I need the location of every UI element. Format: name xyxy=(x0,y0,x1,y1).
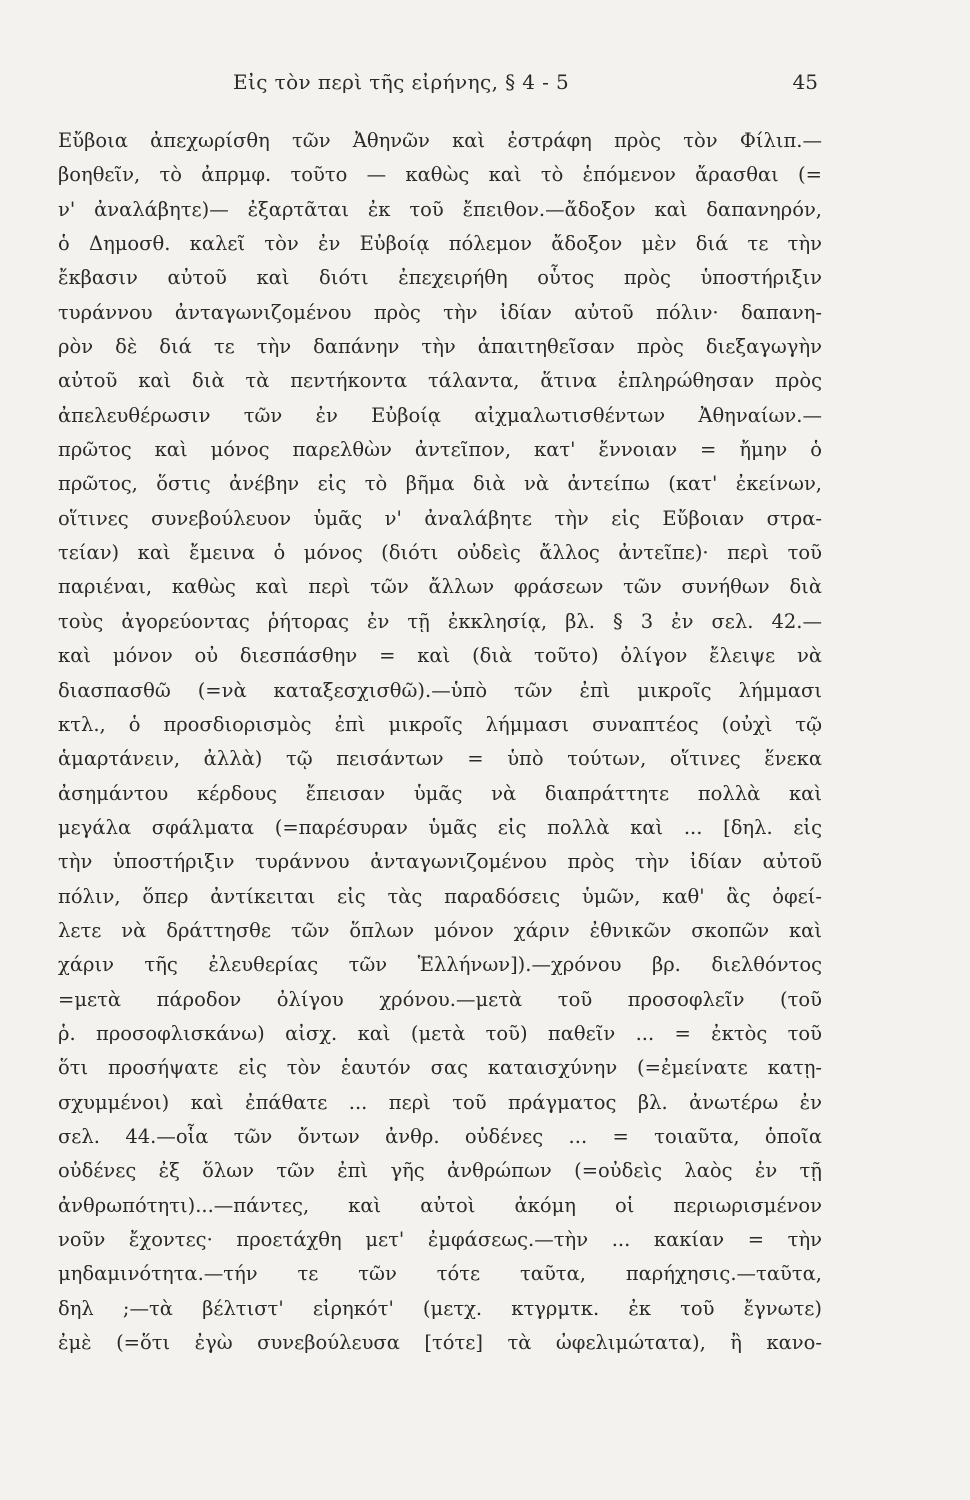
text-line: ὁ Δημοσθ. καλεῖ τὸν ἐν Εὐβοίᾳ πόλεμον ἄδοξον μὲν διά τε τὴν xyxy=(58,232,822,256)
text-line: ν' ἀναλάβητε)— ἐξαρτᾶται ἐκ τοῦ ἔπειθον.—ἄδοξον καὶ δαπανηρόν, xyxy=(58,197,822,221)
running-title: Εἰς τὸν περὶ τῆς εἰρήνης, § 4 - 5 xyxy=(233,70,570,94)
text-line: ἀπελευθέρωσιν τῶν ἐν Εὐβοίᾳ αἰχμαλωτισθέντων Ἀθηναίων.— xyxy=(58,403,822,427)
text-line: πρῶτος, ὅστις ἀνέβην εἰς τὸ βῆμα διὰ νὰ ἀντείπω (κατ' ἐκείνων, xyxy=(58,472,822,496)
text-line: =μετὰ πάροδον ὀλίγου χρόνου.—μετὰ τοῦ προσοφλεῖν (τοῦ xyxy=(58,987,822,1011)
page-header xyxy=(58,70,818,102)
text-line: μηδαμινότητα.—τήν τε τῶν τότε ταῦτα, παρήχησις.—ταῦτα, xyxy=(58,1262,822,1286)
text-line: νοῦν ἔχοντες· προετάχθη μετ' ἐμφάσεως.—τὴν ... κακίαν = τὴν xyxy=(58,1228,822,1251)
text-line: ῥ. προσοφλισκάνω) αἰσχ. καὶ (μετὰ τοῦ) παθεῖν ... = ἐκτὸς τοῦ xyxy=(58,1021,822,1045)
text-line: ἀνθρωπότητι)...—πάντες, καὶ αὐτοὶ ἀκόμη οἱ περιωρισμένον xyxy=(58,1193,822,1217)
text-line: τείαν) καὶ ἔμεινα ὁ μόνος (διότι οὐδεὶς ἄλλος ἀντεῖπε)· περὶ τοῦ xyxy=(58,541,822,565)
text-line: δηλ ;—τὰ βέλτιστ' εἰρηκότ' (μετχ. κτγρμτκ. ἐκ τοῦ ἔγνωτε) xyxy=(58,1296,822,1320)
text-line: πρῶτος καὶ μόνος παρελθὼν ἀντεῖπον, κατ' ἔννοιαν = ἤμην ὁ xyxy=(58,438,822,462)
text-line: οἵτινες συνεβούλευον ὑμᾶς ν' ἀναλάβητε τὴν εἰς Εὔβοιαν στρα- xyxy=(58,506,822,530)
text-line: σχυμμένοι) καὶ ἐπάθατε ... περὶ τοῦ πράγματος βλ. ἀνωτέρω ἐν xyxy=(58,1090,822,1114)
text-line: τυράννου ἀνταγωνιζομένου πρὸς τὴν ἰδίαν αὐτοῦ πόλιν· δαπανη- xyxy=(58,300,822,324)
text-line: καὶ μόνον οὐ διεσπάσθην = καὶ (διὰ τοῦτο) ὀλίγον ἔλειψε νὰ xyxy=(58,644,822,668)
text-line: χάριν τῆς ἐλευθερίας τῶν Ἑλλήνων]).—χρόνου βρ. διελθόντος xyxy=(58,953,822,977)
commentary-text xyxy=(58,124,822,1360)
text-line: ὅτι προσήψατε εἰς τὸν ἑαυτόν σας καταισχύνην (=ἐμείνατε κατῃ- xyxy=(58,1056,822,1080)
text-line: ἔκβασιν αὐτοῦ καὶ διότι ἐπεχειρήθη οὗτος πρὸς ὑποστήριξιν xyxy=(58,266,822,290)
text-line: τοὺς ἀγορεύοντας ῥήτορας ἐν τῇ ἐκκλησίᾳ, βλ. § 3 ἐν σελ. 42.— xyxy=(58,609,822,633)
text-line: μεγάλα σφάλματα (=παρέσυραν ὑμᾶς εἰς πολλὰ καὶ ... [δηλ. εἰς xyxy=(58,815,822,839)
text-line: ἐμὲ (=ὅτι ἐγὼ συνεβούλευσα [τότε] τὰ ὠφελιμώτατα), ἢ κανο- xyxy=(58,1331,822,1355)
text-line: ρὸν δὲ διά τε τὴν δαπάνην τὴν ἀπαιτηθεῖσαν πρὸς διεξαγωγὴν xyxy=(58,335,822,359)
text-line: οὐδένες ἐξ ὅλων τῶν ἐπὶ γῆς ἀνθρώπων (=οὐδεὶς λαὸς ἐν τῇ xyxy=(58,1159,822,1183)
text-line: Εὔβοια ἀπεχωρίσθη τῶν Ἀθηνῶν καὶ ἐστράφη πρὸς τὸν Φίλιπ.— xyxy=(58,129,822,152)
text-line: αὐτοῦ καὶ διὰ τὰ πεντήκοντα τάλαντα, ἅτινα ἐπληρώθησαν πρὸς xyxy=(58,369,822,393)
text-line: κτλ., ὁ προσδιορισμὸς ἐπὶ μικροῖς λήμμασι συναπτέος (οὐχὶ τῷ xyxy=(58,712,822,736)
text-line: βοηθεῖν, τὸ ἀπρμφ. τοῦτο — καθὼς καὶ τὸ ἑπόμενον ἄρασθαι (= xyxy=(58,163,822,187)
text-line: παριέναι, καθὼς καὶ περὶ τῶν ἄλλων φράσεων τῶν συνήθων διὰ xyxy=(58,575,822,599)
text-line: ἀσημάντου κέρδους ἔπεισαν ὑμᾶς νὰ διαπράττητε πολλὰ καὶ xyxy=(58,781,822,805)
text-line: τὴν ὑποστήριξιν τυράννου ἀνταγωνιζομένου πρὸς τὴν ἰδίαν αὐτοῦ xyxy=(58,850,822,874)
text-line: ἁμαρτάνειν, ἀλλὰ) τῷ πεισάντων = ὑπὸ τούτων, οἵτινες ἕνεκα xyxy=(58,747,822,771)
text-line: σελ. 44.—οἷα τῶν ὄντων ἀνθρ. οὐδένες ... = τοιαῦτα, ὁποῖα xyxy=(58,1124,822,1148)
text-line: διασπασθῶ (=νὰ καταξεσχισθῶ).—ὑπὸ τῶν ἐπὶ μικροῖς λήμμασι xyxy=(58,678,822,702)
text-line: λετε νὰ δράττησθε τῶν ὅπλων μόνον χάριν ἐθνικῶν σκοπῶν καὶ xyxy=(58,918,822,942)
page-number: 45 xyxy=(792,70,818,94)
text-line: πόλιν, ὅπερ ἀντίκειται εἰς τὰς παραδόσεις ὑμῶν, καθ' ἃς ὀφεί- xyxy=(58,884,822,908)
